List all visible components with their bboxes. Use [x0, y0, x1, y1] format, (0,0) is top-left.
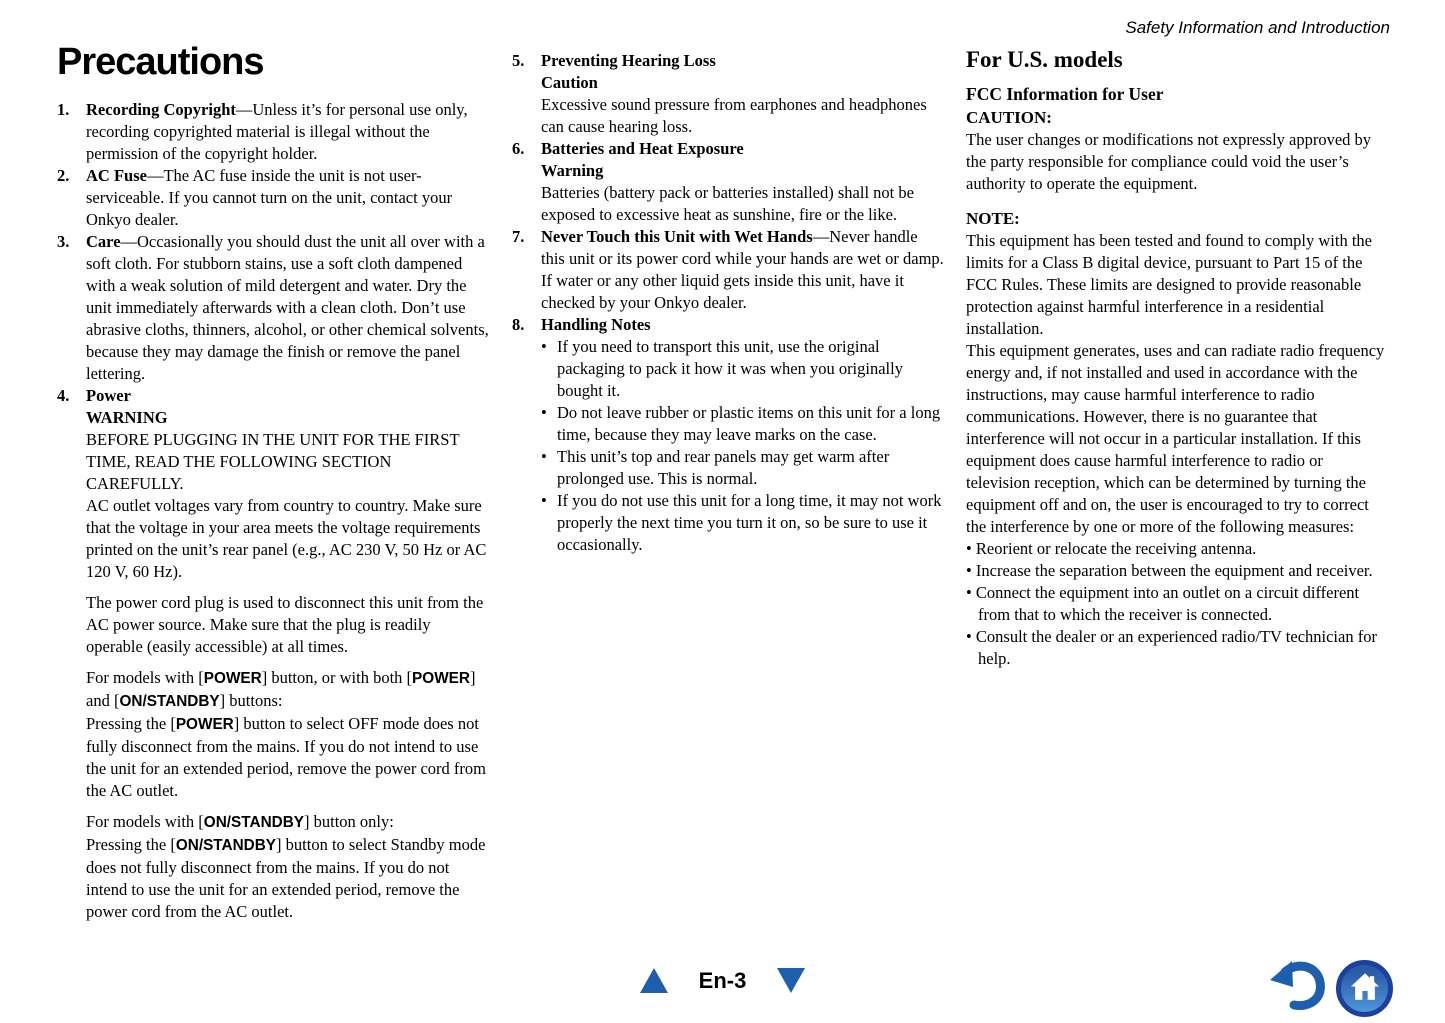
item-text: Care—Occasionally you should dust the unit all over with a soft cloth. For stubborn stains, use a soft cloth dampened with a weak solution of mild detergent and water. Dry the unit immediately afterwards with a clean cloth. Don’t use abrasive cloths, thinners, alcohol, or other chemical solvents, because they may damage the finish or remove the panel lettering.: [86, 232, 489, 383]
bullet-dot: •: [541, 447, 547, 466]
item-heading: Handling Notes: [541, 315, 651, 334]
bullet-text: This unit’s top and rear panels may get warm after prolonged use. This is normal.: [557, 447, 890, 488]
item-number: 1.: [57, 100, 70, 119]
item-heading: Batteries and Heat Exposure: [541, 139, 744, 158]
item-text: [541, 50, 945, 138]
item-text: Never Touch this Unit with Wet Hands—Never handle this unit or its power cord while your hands are wet or damp. If water or any other liquid gets inside this unit, have it checked by your Onkyo dealer.: [541, 227, 944, 312]
item-text: [541, 138, 945, 226]
bullet-dot: •: [541, 403, 547, 422]
bullet-item: [541, 336, 945, 402]
item-number: 3.: [57, 232, 70, 251]
list-item-4: [57, 385, 489, 923]
column-right: [966, 46, 1390, 670]
caution-label: CAUTION:: [966, 108, 1052, 127]
item-text: AC Fuse—The AC fuse inside the unit is not user-serviceable. If you cannot turn on the unit, contact your Onkyo dealer.: [86, 166, 453, 229]
bullet-item: [541, 446, 945, 490]
list-item-2: [57, 165, 489, 231]
item-heading: Preventing Hearing Loss: [541, 51, 716, 70]
list-item-1: [57, 99, 489, 165]
item-text: Recording Copyright—Unless it’s for personal use only, recording copyrighted material is illegal without the permission of the copyright holder.: [86, 100, 468, 163]
corner-navigation: [1268, 958, 1393, 1018]
item-number: 4.: [57, 386, 70, 405]
home-icon[interactable]: [1336, 960, 1393, 1017]
section-title: For U.S. models: [966, 47, 1123, 72]
list-item-8: [512, 314, 945, 556]
caution-label: Caution: [541, 73, 598, 92]
bullet-text: Do not leave rubber or plastic items on this unit for a long time, because they may leave marks on the case.: [557, 403, 941, 444]
down-triangle-icon[interactable]: [777, 968, 805, 993]
paragraph: This equipment has been tested and found to comply with the limits for a Class B digital device, pursuant to Part 15 of the FCC Rules. These limits are designed to provide reasonable protection against harmful interference in a residential installation.: [966, 231, 1372, 338]
bullet-text: • Increase the separation between the equipment and receiver.: [966, 560, 1390, 582]
item-number: 2.: [57, 166, 70, 185]
page-number: En-3: [698, 967, 747, 993]
paragraph: This equipment generates, uses and can radiate radio frequency energy and, if not installed and used in accordance with the instructions, may cause harmful interference to radio communications. However, there is no guarantee that interference will not occur in a particular installation. If this equipment does cause harmful interference to radio or television reception, which can be determined by turning the equipment off and on, the user is encouraged to try to correct the interference by one or more of the following measures:: [966, 341, 1385, 536]
paragraph: BEFORE PLUGGING IN THE UNIT FOR THE FIRST TIME, READ THE FOLLOWING SECTION CAREFULLY.: [86, 430, 460, 493]
page-title: Precautions: [57, 41, 264, 83]
paragraph: The user changes or modifications not expressly approved by the party responsible for compliance could void the user’s authority to operate the equipment.: [966, 130, 1372, 193]
bullet-item: [541, 402, 945, 446]
bullet-text: If you need to transport this unit, use the original packaging to pack it how it was when you originally bought it.: [557, 337, 903, 400]
item-number: 6.: [512, 139, 525, 158]
item-number: 7.: [512, 227, 525, 246]
return-arrow-icon[interactable]: [1268, 958, 1326, 1018]
up-triangle-icon[interactable]: [640, 968, 668, 993]
paragraph: AC outlet voltages vary from country to country. Make sure that the voltage in your area meets the voltage requirements printed on the unit’s rear panel (e.g., AC 230 V, 50 Hz or AC 120 V, 60 Hz).: [86, 496, 487, 581]
note-label: NOTE:: [966, 209, 1020, 228]
item-heading: Power: [86, 386, 131, 405]
fcc-heading: FCC Information for User: [966, 84, 1164, 104]
paragraph: Batteries (battery pack or batteries installed) shall not be exposed to excessive heat as sunshine, fire or the like.: [541, 183, 914, 224]
bullet-text: If you do not use this unit for a long time, it may not work properly the next time you turn it on, so be sure to use it occasionally.: [557, 491, 942, 554]
bullet-list: [541, 336, 945, 556]
column-left: [57, 40, 489, 923]
bullet-text: • Reorient or relocate the receiving antenna.: [966, 538, 1390, 560]
bullet-text: • Consult the dealer or an experienced radio/TV technician for help.: [966, 626, 1390, 670]
list-item-3: [57, 231, 489, 385]
warning-label: WARNING: [86, 408, 168, 427]
bullet-item: [541, 490, 945, 556]
paragraph: The power cord plug is used to disconnect this unit from the AC power source. Make sure that the plug is readily operable (easily accessible) at all times.: [86, 593, 484, 656]
paragraph: Pressing the [ON/STANDBY] button to select Standby mode does not fully disconnect from the mains. If you do not intend to use the unit for an extended period, remove the power cord from the AC outlet.: [86, 835, 486, 921]
item-number: 8.: [512, 315, 525, 334]
warning-label: Warning: [541, 161, 604, 180]
item-text: [541, 314, 945, 556]
list-item-7: [512, 226, 945, 314]
bullet-dot: •: [541, 337, 547, 356]
item-number: 5.: [512, 51, 525, 70]
home-circle: [1336, 960, 1393, 1017]
page-navigation: [0, 968, 1445, 993]
bullet-dot: •: [541, 491, 547, 510]
item-text: [86, 385, 489, 923]
running-header: Safety Information and Introduction: [1125, 18, 1390, 37]
paragraph: For models with [ON/STANDBY] button only:: [86, 812, 394, 831]
bullet-text: • Connect the equipment into an outlet on a circuit different from that to which the receiver is connected.: [966, 582, 1390, 626]
paragraph: Excessive sound pressure from earphones and headphones can cause hearing loss.: [541, 95, 927, 136]
paragraph: For models with [POWER] button, or with both [POWER] and [ON/STANDBY] buttons:: [86, 668, 476, 710]
list-item-5: [512, 50, 945, 138]
paragraph: Pressing the [POWER] button to select OFF mode does not fully disconnect from the mains. If you do not intend to use the unit for an extended period, remove the power cord from the AC outlet.: [86, 714, 486, 800]
list-item-6: [512, 138, 945, 226]
column-middle: [512, 50, 945, 556]
